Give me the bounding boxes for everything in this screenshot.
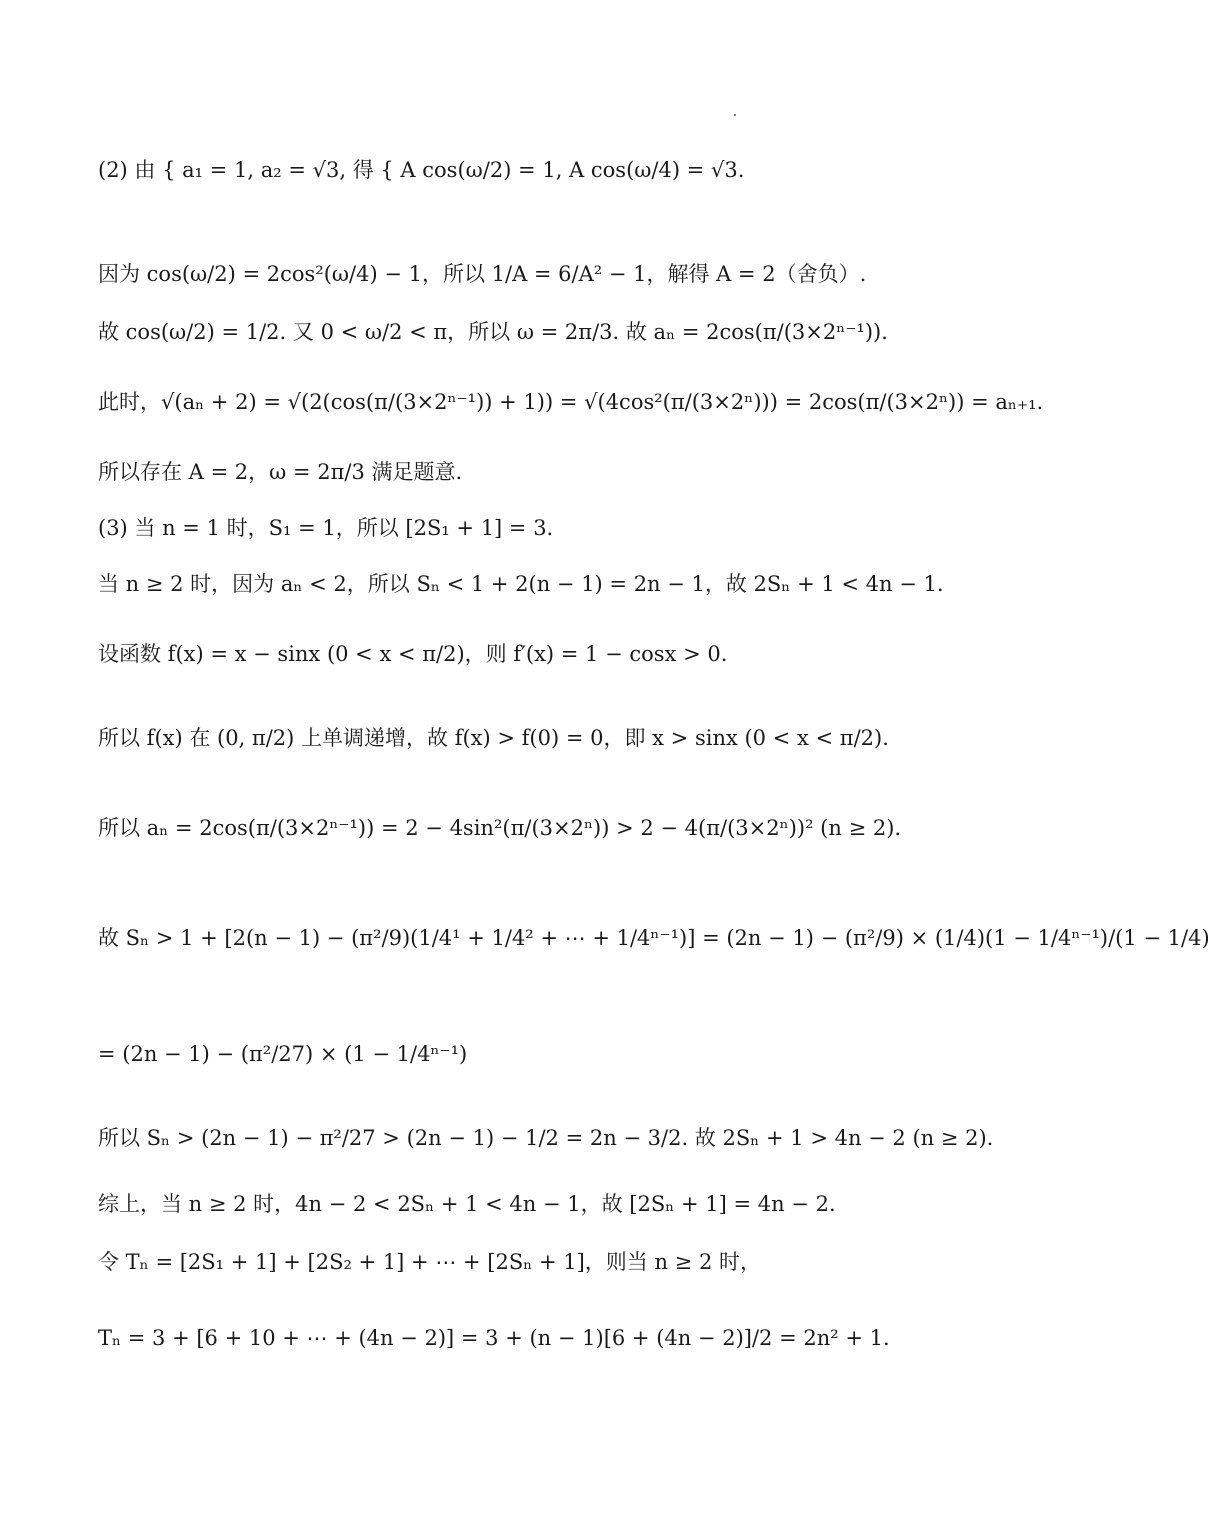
line-an-lower-bound: 所以 aₙ = 2cos(π/(3×2ⁿ⁻¹)) = 2 − 4sin²(π/(3×2ⁿ)) > 2 − 4(π/(3×2ⁿ))² (n ≥ 2). (98, 816, 902, 840)
line-define-tn: 令 Tₙ = [2S₁ + 1] + [2S₂ + 1] + ⋯ + [2Sₙ + 1]，则当 n ≥ 2 时， (98, 1250, 761, 1274)
line-solve-omega: 故 cos(ω/2) = 1/2. 又 0 < ω/2 < π，所以 ω = 2π/3. 故 aₙ = 2cos(π/(3×2ⁿ⁻¹)). (98, 320, 888, 344)
line-cos-identity: 因为 cos(ω/2) = 2cos²(ω/4) − 1，所以 1/A = 6/A² − 1，解得 A = 2（舍负）. (98, 262, 867, 286)
line-conclusion-part2: 所以存在 A = 2，ω = 2π/3 满足题意. (98, 460, 463, 484)
line-floor-result: 综上，当 n ≥ 2 时，4n − 2 < 2Sₙ + 1 < 4n − 1，故 [2Sₙ + 1] = 4n − 2. (98, 1192, 836, 1216)
line-f-increasing: 所以 f(x) 在 (0, π/2) 上单调递增，故 f(x) > f(0) = 0，即 x > sinx (0 < x < π/2). (98, 726, 889, 750)
line-sn-sum: 故 Sₙ > 1 + [2(n − 1) − (π²/9)(1/4¹ + 1/4² + ⋯ + 1/4ⁿ⁻¹)] = (2n − 1) − (π²/9) × (1/4)(1 − 1/4ⁿ⁻¹)/(1 − 1/4) (98, 926, 1210, 950)
line-verify-recurrence: 此时，√(aₙ + 2) = √(2(cos(π/(3×2ⁿ⁻¹)) + 1)) = √(4cos²(π/(3×2ⁿ))) = 2cos(π/(3×2ⁿ)) = aₙ₊₁. (98, 390, 1044, 414)
line-lower-bound: 所以 Sₙ > (2n − 1) − π²/27 > (2n − 1) − 1/2 = 2n − 3/2. 故 2Sₙ + 1 > 4n − 2 (n ≥ 2). (98, 1126, 994, 1150)
line-part2-system: (2) 由 { a₁ = 1, a₂ = √3, 得 { A cos(ω/2) = 1, A cos(ω/4) = √3. (98, 158, 745, 182)
line-part3-n1: (3) 当 n = 1 时，S₁ = 1，所以 [2S₁ + 1] = 3. (98, 516, 554, 540)
line-define-f: 设函数 f(x) = x − sinx (0 < x < π/2)，则 f′(x) = 1 − cosx > 0. (98, 642, 728, 666)
stray-dot (734, 114, 736, 116)
line-tn-result: Tₙ = 3 + [6 + 10 + ⋯ + (4n − 2)] = 3 + (n − 1)[6 + (4n − 2)]/2 = 2n² + 1. (98, 1326, 890, 1350)
line-upper-bound: 当 n ≥ 2 时，因为 aₙ < 2，所以 Sₙ < 1 + 2(n − 1) = 2n − 1，故 2Sₙ + 1 < 4n − 1. (98, 572, 944, 596)
line-sn-simplified: = (2n − 1) − (π²/27) × (1 − 1/4ⁿ⁻¹) (98, 1042, 468, 1066)
